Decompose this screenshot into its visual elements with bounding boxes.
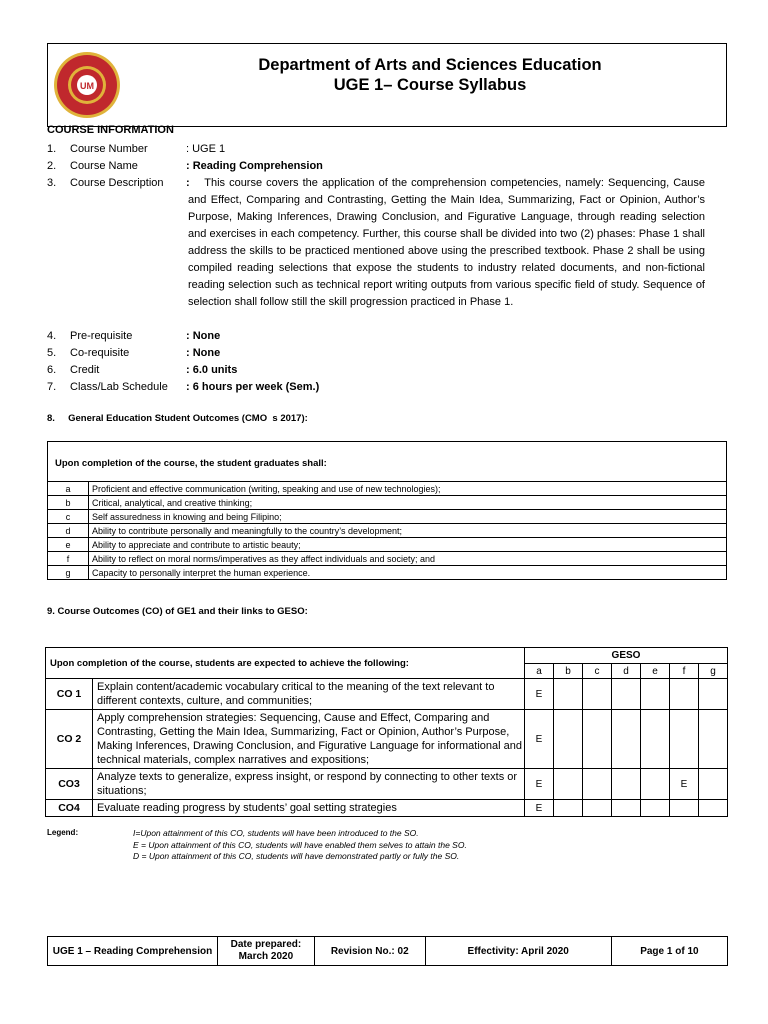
- info-row: 2. Course Name : Reading Comprehension: [47, 160, 323, 172]
- info-row: 1. Course Number : UGE 1: [47, 143, 226, 155]
- info-row: 6. Credit : 6.0 units: [47, 364, 238, 376]
- footer-table: [47, 936, 728, 966]
- table-row: f Ability to reflect on moral norms/imperatives as they affect individuals and society; and: [48, 552, 727, 566]
- syllabus-title: UGE 1– Course Syllabus: [333, 76, 527, 94]
- info-row: 4. Pre-requisite : None: [47, 330, 221, 342]
- table-row: b Critical, analytical, and creative thinking;: [48, 496, 727, 510]
- table-row: [48, 937, 728, 966]
- legend-label: Legend:: [47, 828, 79, 837]
- college-seal-logo: [52, 50, 122, 120]
- footer-date: Date prepared: March 2020: [218, 937, 315, 966]
- table-row: CO4 Evaluate reading progress by students’ goal setting strategies E: [46, 800, 728, 817]
- info-row: 3. Course Description :: [47, 177, 190, 189]
- table-row: c Self assuredness in knowing and being Filipino;: [48, 510, 727, 524]
- table-row: Upon completion of the course, students are expected to achieve the following: GESO: [46, 648, 728, 664]
- footer-effectivity: Effectivity: April 2020: [425, 937, 611, 966]
- geso-table: [47, 481, 727, 580]
- section-8-title: 8. General Education Student Outcomes (CMO s 2017):: [47, 413, 308, 424]
- legend-line: I=Upon attainment of this CO, students will have been introduced to the SO.: [133, 828, 419, 838]
- table-row: d Ability to contribute personally and meaningfully to the country’s development;: [48, 524, 727, 538]
- table-row: e Ability to appreciate and contribute to artistic beauty;: [48, 538, 727, 552]
- table-row: a b c d e f g: [46, 664, 728, 679]
- footer-page: Page 1 of 10: [611, 937, 727, 966]
- legend-line: E = Upon attainment of this CO, students will have enabled them selves to attain the SO.: [133, 840, 467, 850]
- table-row: CO3 Analyze texts to generalize, express insight, or respond by connecting to other texts or situations; E E: [46, 769, 728, 800]
- department-title: Department of Arts and Sciences Education: [258, 56, 602, 74]
- section-9-title: 9. Course Outcomes (CO) of GE1 and their links to GESO:: [47, 606, 308, 617]
- table-row: a Proficient and effective communication (writing, speaking and use of new technologies);: [48, 482, 727, 496]
- footer-course: UGE 1 – Reading Comprehension: [48, 937, 218, 966]
- footer-revision: Revision No.: 02: [314, 937, 425, 966]
- geso-lead: Upon completion of the course, the student graduates shall:: [47, 441, 727, 482]
- table-row: CO 2 Apply comprehension strategies: Sequencing, Cause and Effect, Comparing and Contrasting, Getting the Main Idea, Summarizing, Fact or Opinion, Author’s Purpose, Making Inferences, Drawing Conclusion, and Figurative Language for informational and technical materials, complex narratives and expositions; E: [46, 710, 728, 769]
- svg-text:UM: UM: [80, 81, 94, 91]
- course-information-heading: COURSE INFORMATION: [47, 124, 174, 136]
- table-row: CO 1 Explain content/academic vocabulary critical to the meaning of the text relevant to different contexts, culture, and communities; E: [46, 679, 728, 710]
- legend-line: D = Upon attainment of this CO, students will have demonstrated partly or fully the SO.: [133, 851, 460, 861]
- info-row: 7. Class/Lab Schedule : 6 hours per week (Sem.): [47, 381, 320, 393]
- info-row: 5. Co-requisite : None: [47, 347, 221, 359]
- course-description: This course covers the application of the comprehension competencies, namely: Sequencing, Cause and Effect, Comparing and Contrasting, Getting the Main Idea, Summarizing, Fact or Opinion, Author’s Purpose, Making Inferences, Drawing Conclusion, and Figurative Language, through reading selection and exercises in each competency. Further, this course shall be divided into two (2) phases: Phase 1 shall address the skills to be practiced mentioned above using the prescribed textbook. Phase 2 shall be using compiled reading selections that expose the students to industry related documents, and non-fictional reading selection such as technical report writing outputs from various specific field of study. Sequence of selection shall follow still the skill progression practiced in Phase 1.: [188, 177, 705, 308]
- table-row: g Capacity to personally interpret the human experience.: [48, 566, 727, 580]
- course-outcomes-table: [45, 647, 728, 817]
